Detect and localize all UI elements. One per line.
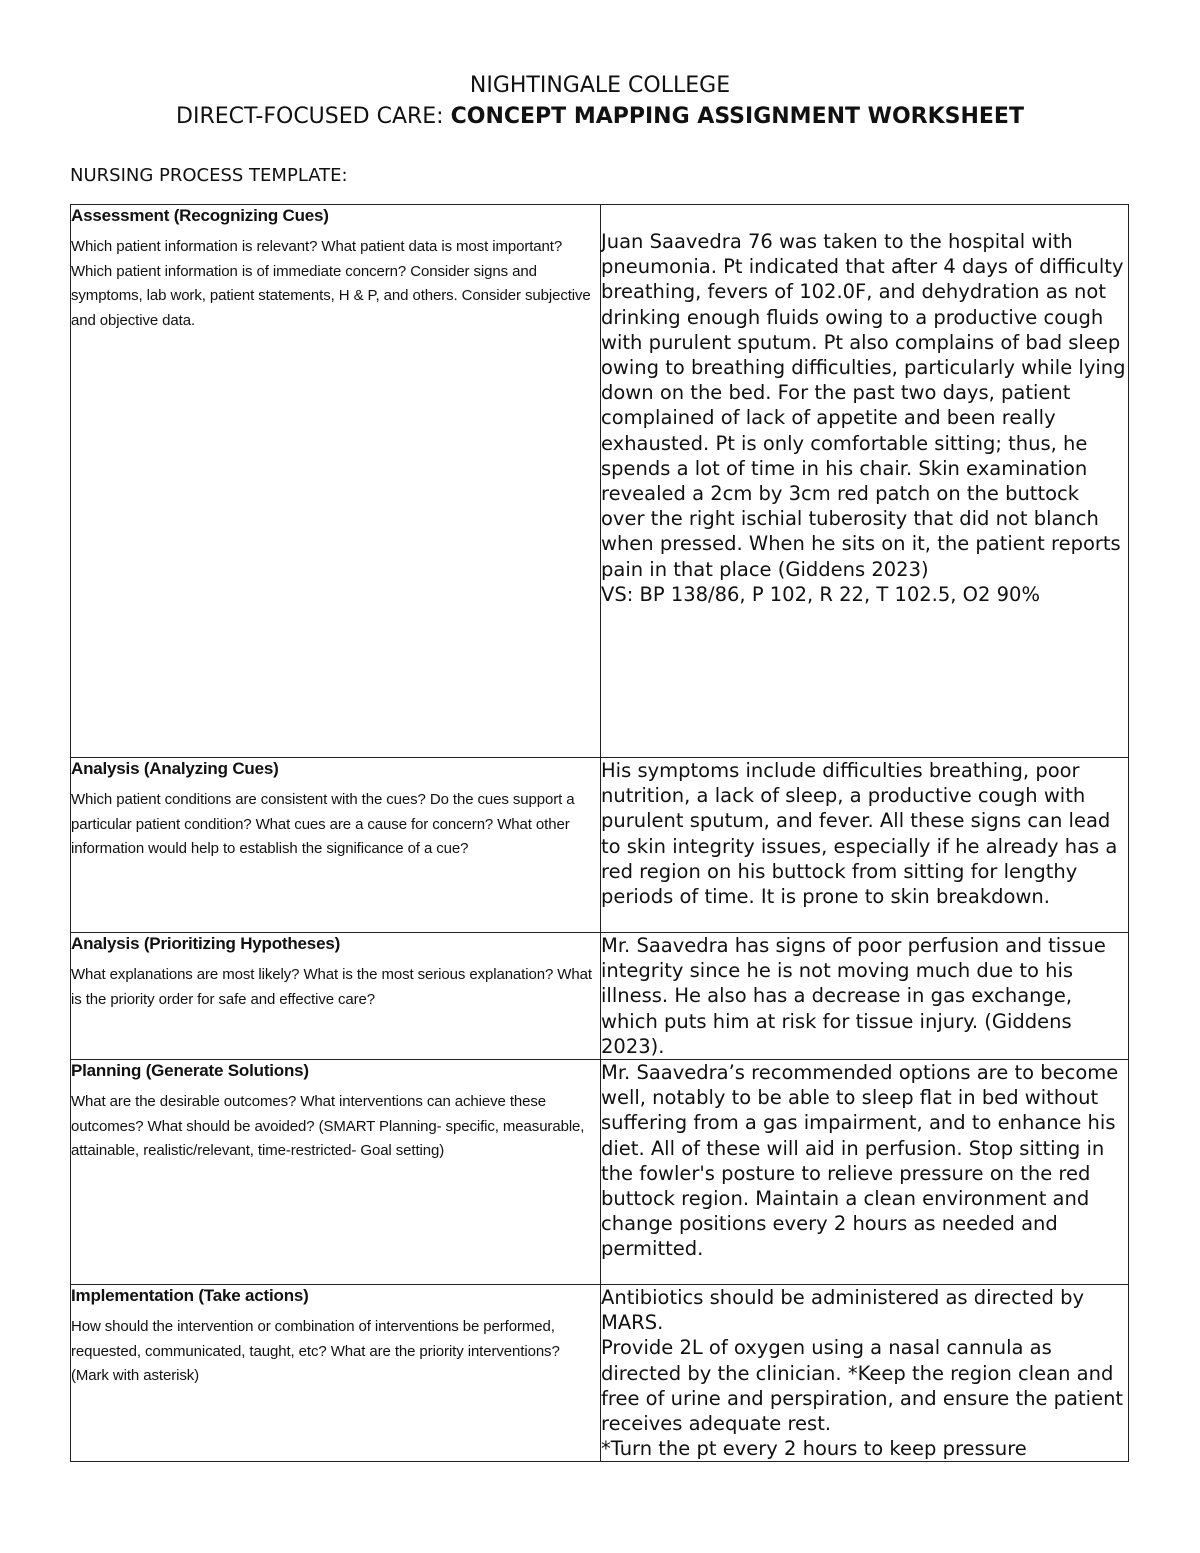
table-row-analyzing-cues: [71, 758, 1129, 933]
answer-paragraph: Provide 2L of oxygen using a nasal cannula as directed by the clinician. *Keep the region clean and free of urine and perspiration, and ensure the patient receives adequate rest.: [601, 1336, 1124, 1436]
answer-text: [601, 758, 1128, 909]
answer-text: [601, 1060, 1128, 1262]
section-title: Planning (Generate Solutions): [71, 1061, 309, 1081]
section-answer-cell: [601, 758, 1129, 933]
section-answer-cell: [601, 205, 1129, 758]
college-name: NIGHTINGALE COLLEGE: [469, 73, 731, 98]
document-header: [0, 72, 1200, 134]
answer-text: [601, 1285, 1128, 1461]
section-prompt-cell: [71, 1285, 601, 1462]
answer-paragraph: VS: BP 138/86, P 102, R 22, T 102.5, O2 90%: [601, 582, 1040, 606]
answer-text: [601, 933, 1128, 1059]
section-title: Implementation (Take actions): [71, 1286, 309, 1306]
worksheet-title-bold: CONCEPT MAPPING ASSIGNMENT WORKSHEET: [450, 104, 1024, 129]
section-title: Assessment (Recognizing Cues): [71, 206, 329, 225]
section-question: Which patient conditions are consistent with the cues? Do the cues support a particular patient condition? What cues are a cause for concern? What other information would help to establish the significance of a cue?: [71, 791, 575, 857]
worksheet-title-prefix: DIRECT-FOCUSED CARE:: [176, 104, 451, 129]
worksheet-title: [0, 100, 1200, 134]
section-question: Which patient information is relevant? What patient data is most important? Which patient information is of immediate concern? Consider signs and symptoms, lab work, patient statements, H & P, and others. Consider subjective and objective data.: [71, 238, 591, 329]
answer-paragraph: Juan Saavedra 76 was taken to the hospital with pneumonia. Pt indicated that after 4 days of difficulty breathing, fevers of 102.0F, and dehydration as not drinking enough fluids owing to a productive cough with purulent sputum. Pt also complains of bad sleep owing to breathing difficulties, particularly while lying down on the bed. For the past two days, patient complained of lack of appetite and been really exhausted. Pt is only comfortable sitting; thus, he spends a lot of time in his chair. Skin examination revealed a 2cm by 3cm red patch on the buttock over the right ischial tuberosity that did not blanch when pressed. When he sits on it, the patient reports pain in that place (Giddens 2023): [601, 230, 1126, 581]
answer-paragraph: His symptoms include difficulties breathing, poor nutrition, a lack of sleep, a productive cough with purulent sputum, and fever. All these signs can lead to skin integrity issues, especially if he already has a red region on his buttock from sitting for lengthy periods of time. It is prone to skin breakdown.: [601, 759, 1118, 909]
section-question: How should the intervention or combination of interventions be performed, requested, communicated, taught, etc? What are the priority interventions? (Mark with asterisk): [71, 1318, 560, 1385]
section-answer-cell: [601, 933, 1129, 1060]
section-title: Analysis (Analyzing Cues): [71, 759, 279, 778]
nursing-process-table: [70, 204, 1129, 1462]
answer-paragraph: *Turn the pt every 2 hours to keep pressure: [601, 1437, 1027, 1461]
section-question: What are the desirable outcomes? What interventions can achieve these outcomes? What should be avoided? (SMART Planning- specific, measurable, attainable, realistic/relevant, time-restricted- Goal setting): [71, 1093, 585, 1160]
section-prompt-cell: [71, 758, 601, 933]
table-row-assessment: [71, 205, 1129, 758]
template-label: NURSING PROCESS TEMPLATE:: [70, 165, 348, 186]
section-answer-cell: [601, 1285, 1129, 1462]
answer-paragraph: Mr. Saavedra’s recommended options are to become well, notably to be able to sleep flat in bed without suffering from a gas impairment, and to enhance his diet. All of these will aid in perfusion. Stop sitting in the fowler's posture to relieve pressure on the red buttock region. Maintain a clean environment and change positions every 2 hours as needed and permitted.: [601, 1061, 1119, 1261]
section-question: What explanations are most likely? What is the most serious explanation? What is the priority order for safe and effective care?: [71, 966, 592, 1008]
section-prompt-cell: [71, 933, 601, 1060]
section-prompt-cell: [71, 205, 601, 758]
answer-paragraph: Antibiotics should be administered as directed by MARS.: [601, 1286, 1085, 1335]
answer-paragraph: Mr. Saavedra has signs of poor perfusion and tissue integrity since he is not moving much due to his illness. He also has a decrease in gas exchange, which puts him at risk for tissue injury. (Giddens 2023).: [601, 934, 1106, 1058]
answer-text: [601, 205, 1128, 607]
section-answer-cell: [601, 1060, 1129, 1285]
section-prompt-cell: [71, 1060, 601, 1285]
table-row-prioritizing-hypotheses: [71, 933, 1129, 1060]
table-row-planning: [71, 1060, 1129, 1285]
table-row-implementation: [71, 1285, 1129, 1462]
section-title: Analysis (Prioritizing Hypotheses): [71, 934, 341, 953]
